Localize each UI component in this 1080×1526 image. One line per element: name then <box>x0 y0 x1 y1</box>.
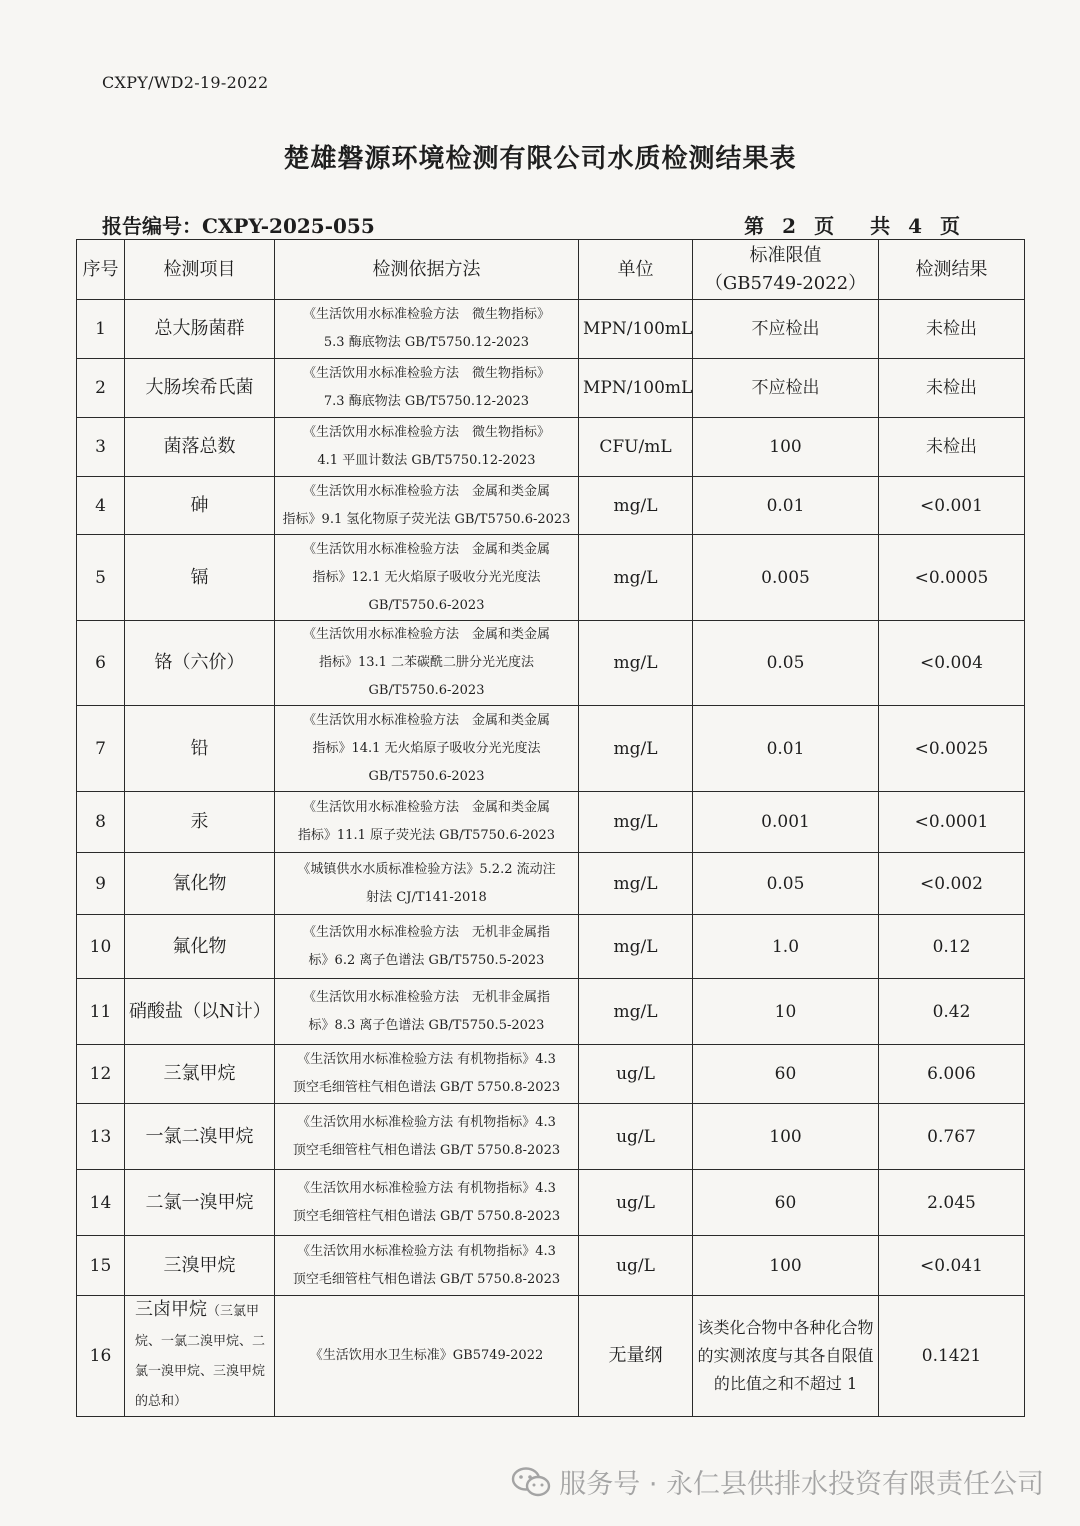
method-line: 指标》13.1 二苯碳酰二肼分光光度法 <box>318 655 535 670</box>
cell-item: 砷 <box>125 477 275 535</box>
cell-item: 镉 <box>125 535 275 621</box>
cell-no: 5 <box>77 535 125 621</box>
wechat-icon <box>511 1467 551 1497</box>
method-line: 指标》12.1 无火焰原子吸收分光光度法 <box>312 569 541 585</box>
cell-method <box>275 300 579 359</box>
page-label: 第 <box>744 214 765 238</box>
cell-limit: 不应检出 <box>693 359 879 418</box>
cell-limit: 1.0 <box>693 915 879 979</box>
cell-no: 16 <box>77 1296 125 1417</box>
table-row <box>77 477 1025 535</box>
method-line: 标》6.2 离子色谱法 GB/T5750.5-2023 <box>308 952 545 968</box>
cell-limit: 0.01 <box>693 477 879 535</box>
cell-no: 10 <box>77 915 125 979</box>
cell-unit: ug/L <box>579 1170 693 1236</box>
cell-item: 氰化物 <box>125 853 275 915</box>
method-line: 《生活饮用水标准检验方法 金属和类金属 <box>302 627 550 642</box>
cell-item: 二氯一溴甲烷 <box>125 1170 275 1236</box>
cell-unit: mg/L <box>579 853 693 915</box>
cell-method <box>275 706 579 792</box>
page-number: 2 <box>782 214 797 238</box>
results-table <box>76 239 1025 1417</box>
cell-result: 0.767 <box>879 1104 1025 1170</box>
table-row-16 <box>77 1296 1025 1417</box>
cell-result: 0.42 <box>879 979 1025 1045</box>
method-line: 《生活饮用水标准检验方法 微生物指标》 <box>302 307 550 322</box>
cell-result: <0.0025 <box>879 706 1025 792</box>
cell-item: 菌落总数 <box>125 418 275 477</box>
cell-unit: MPN/100mL <box>579 300 693 359</box>
cell-item: 总大肠菌群 <box>125 300 275 359</box>
table-row <box>77 706 1025 792</box>
method-line: 指标》11.1 原子荧光法 GB/T5750.6-2023 <box>297 828 556 843</box>
document-title: 楚雄磐源环境检测有限公司水质检测结果表 <box>283 144 797 174</box>
method-line: GB/T5750.6-2023 <box>368 768 485 784</box>
page-info <box>744 210 960 239</box>
cell-unit: ug/L <box>579 1236 693 1296</box>
method-line: 《城镇供水水质标准检验方法》5.2.2 流动注 <box>297 861 556 877</box>
table-row <box>77 359 1025 418</box>
cell-method <box>275 853 579 915</box>
total-unit: 页 <box>940 214 960 238</box>
cell-method <box>275 621 579 706</box>
cell-item: 汞 <box>125 792 275 853</box>
cell-method <box>275 1104 579 1170</box>
watermark-text: 服务号 · 永仁县供排水投资有限责任公司 <box>559 1469 1044 1500</box>
cell-method <box>275 915 579 979</box>
method-line: 《生活饮用水标准检验方法 微生物指标》 <box>302 366 550 381</box>
table-row <box>77 915 1025 979</box>
cell-result: 2.045 <box>879 1170 1025 1236</box>
cell-method <box>275 1170 579 1236</box>
cell-no: 15 <box>77 1236 125 1296</box>
table-row <box>77 1045 1025 1104</box>
cell-item: 大肠埃希氏菌 <box>125 359 275 418</box>
cell-result: 未检出 <box>879 418 1025 477</box>
method-line: 《生活饮用水标准检验方法 金属和类金属 <box>302 483 550 499</box>
cell-unit: mg/L <box>579 792 693 853</box>
method-line: 《生活饮用水标准检验方法 有机物指标》4.3 <box>297 1243 556 1259</box>
header-limit-line2: （GB5749-2022） <box>704 272 867 294</box>
cell-result: <0.002 <box>879 853 1025 915</box>
cell-no: 3 <box>77 418 125 477</box>
cell-method <box>275 359 579 418</box>
cell-method <box>275 477 579 535</box>
cell-unit: CFU/mL <box>579 418 693 477</box>
cell-unit: mg/L <box>579 979 693 1045</box>
cell-no: 2 <box>77 359 125 418</box>
cell-item: 硝酸盐（以N计） <box>125 979 275 1045</box>
method-line: 《生活饮用水标准检验方法 微生物指标》 <box>302 425 550 440</box>
report-header-line <box>102 210 960 240</box>
cell-limit: 60 <box>693 1170 879 1236</box>
method-line: 5.3 酶底物法 GB/T5750.12-2023 <box>323 335 530 350</box>
cell-unit: mg/L <box>579 621 693 706</box>
header-limit <box>693 240 879 300</box>
method-line: 指标》14.1 无火焰原子吸收分光光度法 <box>312 740 541 756</box>
method-line: 《生活饮用水标准检验方法 金属和类金属 <box>302 800 550 815</box>
header-limit-line1: 标准限值 <box>749 244 822 266</box>
cell-result: 0.1421 <box>879 1296 1025 1417</box>
cell-method <box>275 792 579 853</box>
cell-result: <0.0005 <box>879 535 1025 621</box>
cell-method <box>275 979 579 1045</box>
method-line: 《生活饮用水标准检验方法 金属和类金属 <box>302 712 550 728</box>
cell-unit: ug/L <box>579 1104 693 1170</box>
cell-result: <0.041 <box>879 1236 1025 1296</box>
cell-limit: 10 <box>693 979 879 1045</box>
table-row <box>77 418 1025 477</box>
method-line: 《生活饮用水标准检验方法 有机物指标》4.3 <box>297 1052 556 1067</box>
cell-limit: 0.01 <box>693 706 879 792</box>
table-row <box>77 979 1025 1045</box>
page-unit: 页 <box>814 214 835 238</box>
cell-item: 铅 <box>125 706 275 792</box>
table-row <box>77 300 1025 359</box>
cell-unit: MPN/100mL <box>579 359 693 418</box>
cell-unit: mg/L <box>579 706 693 792</box>
cell-item: 铬（六价） <box>125 621 275 706</box>
header-item: 检测项目 <box>125 240 275 300</box>
cell-no: 8 <box>77 792 125 853</box>
cell-result: 6.006 <box>879 1045 1025 1104</box>
cell-no: 13 <box>77 1104 125 1170</box>
item-note: （三氯甲烷、一氯二溴甲烷、二氯一溴甲烷、三溴甲烷的总和） <box>135 1304 266 1409</box>
cell-method <box>275 418 579 477</box>
method-line: 标》8.3 离子色谱法 GB/T5750.5-2023 <box>308 1017 545 1033</box>
method-line: GB/T5750.6-2023 <box>368 683 485 698</box>
cell-limit: 100 <box>693 418 879 477</box>
cell-result: <0.001 <box>879 477 1025 535</box>
cell-method <box>275 535 579 621</box>
cell-unit: 无量纲 <box>579 1296 693 1417</box>
method-line: 《生活饮用水标准检验方法 无机非金属指 <box>302 989 550 1005</box>
cell-result: <0.0001 <box>879 792 1025 853</box>
report-number: 报告编号：CXPY-2025-055 <box>102 214 375 238</box>
method-line: 顶空毛细管柱气相色谱法 GB/T 5750.8-2023 <box>292 1208 561 1224</box>
header-no <box>77 240 125 300</box>
cell-unit: mg/L <box>579 535 693 621</box>
cell-method <box>275 1236 579 1296</box>
table-row <box>77 535 1025 621</box>
cell-limit: 0.001 <box>693 792 879 853</box>
cell-item: 一氯二溴甲烷 <box>125 1104 275 1170</box>
cell-limit: 60 <box>693 1045 879 1104</box>
table-row <box>77 621 1025 706</box>
table-row <box>77 1104 1025 1170</box>
cell-unit: mg/L <box>579 477 693 535</box>
watermark <box>511 1462 1044 1501</box>
cell-no: 7 <box>77 706 125 792</box>
cell-no: 1 <box>77 300 125 359</box>
cell-no: 6 <box>77 621 125 706</box>
item-main: 三卤甲烷 <box>135 1299 207 1320</box>
cell-result: 未检出 <box>879 300 1025 359</box>
header-method: 检测依据方法 <box>275 240 579 300</box>
cell-limit: 该类化合物中各种化合物的实测浓度与其各自限值的比值之和不超过 1 <box>693 1296 879 1417</box>
cell-limit: 0.05 <box>693 621 879 706</box>
cell-no: 9 <box>77 853 125 915</box>
cell-result: 未检出 <box>879 359 1025 418</box>
cell-no: 4 <box>77 477 125 535</box>
cell-item <box>125 1296 275 1417</box>
table-row <box>77 1236 1025 1296</box>
method-line: 顶空毛细管柱气相色谱法 GB/T 5750.8-2023 <box>292 1271 561 1287</box>
cell-limit: 100 <box>693 1104 879 1170</box>
cell-no: 14 <box>77 1170 125 1236</box>
header-unit: 单位 <box>579 240 693 300</box>
method-line: 顶空毛细管柱气相色谱法 GB/T 5750.8-2023 <box>292 1080 561 1095</box>
total-label: 共 <box>870 214 891 238</box>
method-line: 《生活饮用水标准检验方法 无机非金属指 <box>302 924 550 940</box>
table-header-row <box>77 240 1025 300</box>
method-line: 《生活饮用水标准检验方法 金属和类金属 <box>302 541 550 557</box>
document-code: CXPY/WD2-19-2022 <box>102 73 269 92</box>
header-no-text: 序号 <box>82 258 119 280</box>
cell-limit: 100 <box>693 1236 879 1296</box>
cell-item: 三氯甲烷 <box>125 1045 275 1104</box>
method-line: GB/T5750.6-2023 <box>368 597 485 613</box>
cell-method: 《生活饮用水卫生标准》GB5749-2022 <box>275 1296 579 1417</box>
cell-result: 0.12 <box>879 915 1025 979</box>
header-result: 检测结果 <box>879 240 1025 300</box>
total-pages: 4 <box>908 214 922 238</box>
method-line: 顶空毛细管柱气相色谱法 GB/T 5750.8-2023 <box>292 1142 561 1158</box>
cell-no: 12 <box>77 1045 125 1104</box>
cell-no: 11 <box>77 979 125 1045</box>
table-row <box>77 792 1025 853</box>
method-line: 7.3 酶底物法 GB/T5750.12-2023 <box>323 394 530 409</box>
method-line: 《生活饮用水标准检验方法 有机物指标》4.3 <box>297 1180 556 1196</box>
method-line: 《生活饮用水标准检验方法 有机物指标》4.3 <box>297 1114 556 1130</box>
cell-limit: 不应检出 <box>693 300 879 359</box>
cell-unit: ug/L <box>579 1045 693 1104</box>
cell-unit: mg/L <box>579 915 693 979</box>
method-line: 指标》9.1 氢化物原子荧光法 GB/T5750.6-2023 <box>282 511 571 527</box>
results-body <box>77 300 1025 1417</box>
cell-limit: 0.05 <box>693 853 879 915</box>
cell-result: <0.004 <box>879 621 1025 706</box>
table-row <box>77 1170 1025 1236</box>
method-line: 4.1 平皿计数法 GB/T5750.12-2023 <box>317 453 536 468</box>
cell-method <box>275 1045 579 1104</box>
cell-item: 氟化物 <box>125 915 275 979</box>
cell-item: 三溴甲烷 <box>125 1236 275 1296</box>
table-row <box>77 853 1025 915</box>
cell-limit: 0.005 <box>693 535 879 621</box>
method-line: 射法 CJ/T141-2018 <box>366 889 487 905</box>
